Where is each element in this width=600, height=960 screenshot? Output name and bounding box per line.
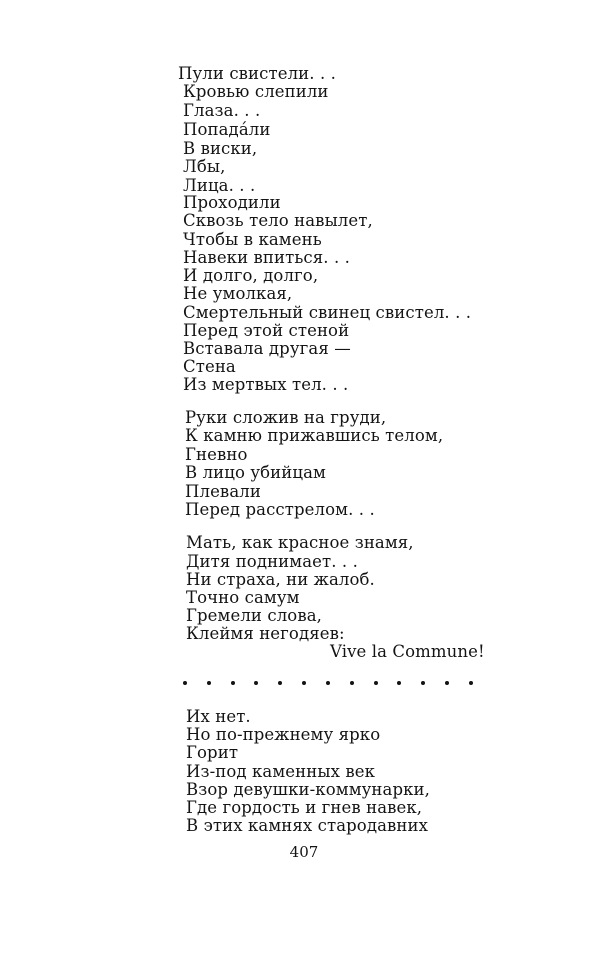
poem-line: Клеймя негодяев: — [186, 624, 345, 643]
poem-line: Попадáли — [183, 120, 271, 139]
poem-line: Смертельный свинец свистел. . . — [183, 303, 472, 322]
separator-dot — [397, 681, 401, 685]
poem-line: Стена — [183, 357, 236, 376]
separator-dot — [183, 681, 187, 685]
poem-line: Перед расстрелом. . . — [185, 500, 375, 519]
poem-line: Дитя поднимает. . . — [186, 552, 358, 571]
poem-line: Гневно — [185, 445, 248, 464]
poem-line: Где гордость и гнев навек, — [186, 798, 423, 817]
poem-line: Горит — [186, 743, 239, 762]
poem-line: Руки сложив на груди, — [185, 408, 387, 427]
poem-line: Не умолкая, — [183, 284, 293, 303]
separator-dot — [374, 681, 378, 685]
poem-line: К камню прижавшись телом, — [185, 426, 444, 445]
poem-line: Проходили — [183, 193, 281, 212]
poem-line: Навеки впиться. . . — [183, 248, 351, 267]
poem-line: Из-под каменных век — [186, 762, 375, 781]
quote-line: Vive la Commune! — [330, 642, 485, 661]
separator-dot — [469, 681, 473, 685]
separator-dot — [207, 681, 211, 685]
separator-dot — [254, 681, 258, 685]
poem-line: Сквозь тело навылет, — [183, 211, 373, 230]
poem-line: Перед этой стеной — [183, 321, 350, 340]
poem-line: Взор девушки-коммунарки, — [186, 780, 430, 799]
page-number: 407 — [289, 843, 319, 861]
poem-line: Кровью слепили — [183, 82, 329, 101]
separator-dot — [421, 681, 425, 685]
separator-dot — [302, 681, 306, 685]
separator-dot — [231, 681, 235, 685]
poem-line: И долго, долго, — [183, 266, 319, 285]
poem-line: Их нет. — [186, 707, 251, 726]
poem-line: Плевали — [185, 482, 261, 501]
poem-line: Глаза. . . — [183, 101, 261, 120]
poem-line: Из мертвых тел. . . — [183, 375, 349, 394]
poem-line: Гремели слова, — [186, 606, 323, 625]
poem-line: Точно самум — [186, 588, 300, 607]
poem-line: Пули свистели. . . — [178, 64, 336, 83]
poem-line: Ни страха, ни жалоб. — [186, 570, 375, 589]
separator-dot — [445, 681, 449, 685]
section-separator — [183, 676, 473, 690]
poem-line: В лицо убийцам — [185, 463, 326, 482]
poem-line: Но по-прежнему ярко — [186, 725, 381, 744]
poem-line: Мать, как красное знамя, — [186, 533, 414, 552]
poem-line: В виски, — [183, 139, 258, 158]
poem-line: Лбы, — [183, 157, 226, 176]
poem-line: Лица. . . — [183, 176, 256, 195]
separator-dot — [326, 681, 330, 685]
poem-line: В этих камнях стародавних — [186, 816, 429, 835]
poem-line: Чтобы в камень — [183, 230, 322, 249]
poem-line: Вставала другая — — [183, 339, 351, 358]
separator-dot — [350, 681, 354, 685]
separator-dot — [278, 681, 282, 685]
